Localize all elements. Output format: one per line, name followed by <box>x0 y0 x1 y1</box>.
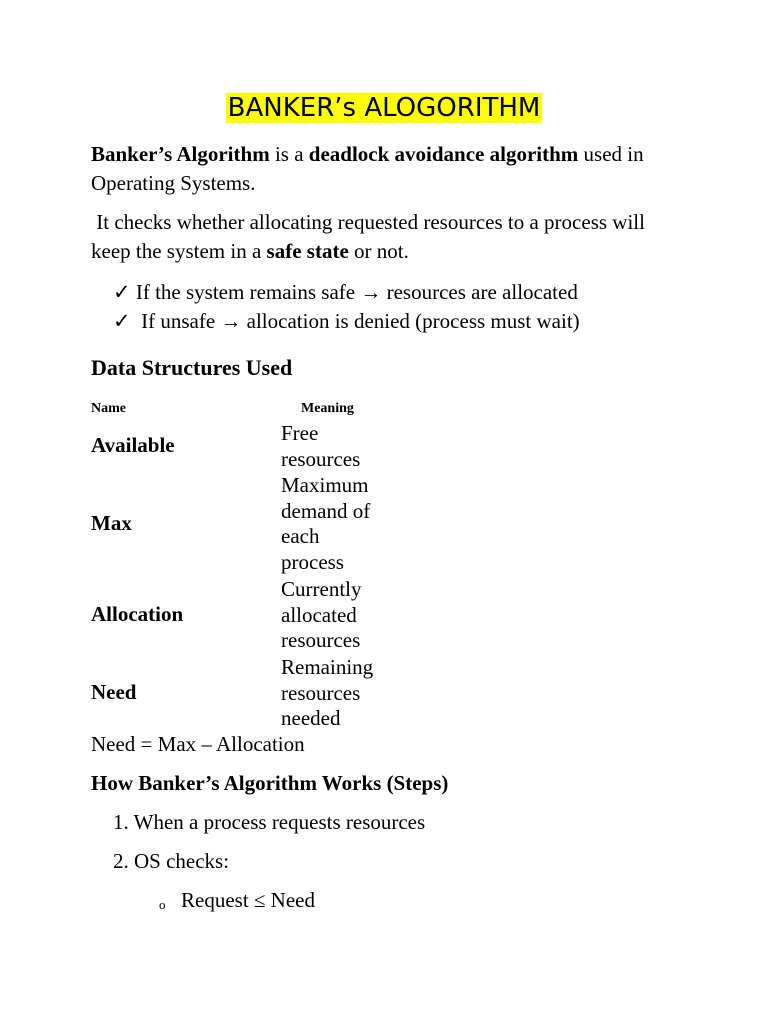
intro-term: Banker’s Algorithm <box>91 142 270 166</box>
meaning-line: resources <box>281 628 361 653</box>
circle-bullet-icon: o <box>159 897 166 912</box>
safe-state-term: safe state <box>266 239 349 263</box>
check-item-text: If the system remains safe → resources are allocated <box>135 280 578 304</box>
intro-text-1: is a <box>269 142 309 166</box>
page-title-text: BANKER’s ALOGORITHM <box>227 93 541 123</box>
table-row-meaning <box>281 577 361 654</box>
table-header-meaning: Meaning <box>301 401 354 416</box>
table-row-name: Allocation <box>91 602 184 626</box>
table-row-name: Need <box>91 680 137 704</box>
meaning-line: demand of <box>281 498 371 523</box>
step-number: 2. <box>113 849 129 873</box>
step-item <box>113 810 425 835</box>
intro-text-2: used in <box>578 142 644 166</box>
meaning-line: Free <box>281 421 319 445</box>
meaning-line: each <box>281 524 320 549</box>
check-item-text: If unsafe → allocation is denied (process must wait) <box>135 309 580 333</box>
checkmark-icon: ✓ <box>113 309 131 333</box>
meaning-line: allocated <box>281 602 357 627</box>
meaning-line: needed <box>281 706 341 731</box>
intro-term-2: deadlock avoidance algorithm <box>308 142 579 166</box>
intro-paragraph <box>91 140 644 198</box>
step-number: 1. <box>113 810 129 834</box>
table-row-meaning <box>281 655 373 732</box>
table-row-meaning <box>281 421 360 472</box>
table-header-name: Name <box>91 401 126 416</box>
sub-bullet-text: Request ≤ Need <box>181 888 315 912</box>
check-list-item <box>113 307 580 336</box>
meaning-line: process <box>281 549 344 574</box>
need-formula: Need = Max – Allocation <box>91 732 305 756</box>
table-row-name: Max <box>91 511 132 535</box>
table-row-meaning <box>281 473 370 575</box>
check-list-item <box>113 278 578 307</box>
checks-paragraph <box>91 208 645 266</box>
checks-line-1: It checks whether allocating requested resources to a process will <box>91 210 645 234</box>
step-item <box>113 849 229 874</box>
meaning-line: Remaining <box>281 655 374 679</box>
meaning-line: resources <box>281 446 361 471</box>
meaning-line: Maximum <box>281 473 369 497</box>
checks-line-2-pre: keep the system in a <box>91 239 267 263</box>
meaning-line: resources <box>281 680 361 705</box>
section-heading-data-structures: Data Structures Used <box>91 355 293 380</box>
table-row-name: Available <box>91 433 175 457</box>
page-title <box>0 90 768 126</box>
section-heading-steps: How Banker’s Algorithm Works (Steps) <box>91 771 449 795</box>
step-text: OS checks: <box>134 849 230 873</box>
step-text: When a process requests resources <box>133 810 426 834</box>
meaning-line: Currently <box>281 577 362 601</box>
checkmark-icon: ✓ <box>113 280 131 304</box>
checks-line-2-post: or not. <box>348 239 409 263</box>
intro-line-2: Operating Systems. <box>91 171 256 195</box>
